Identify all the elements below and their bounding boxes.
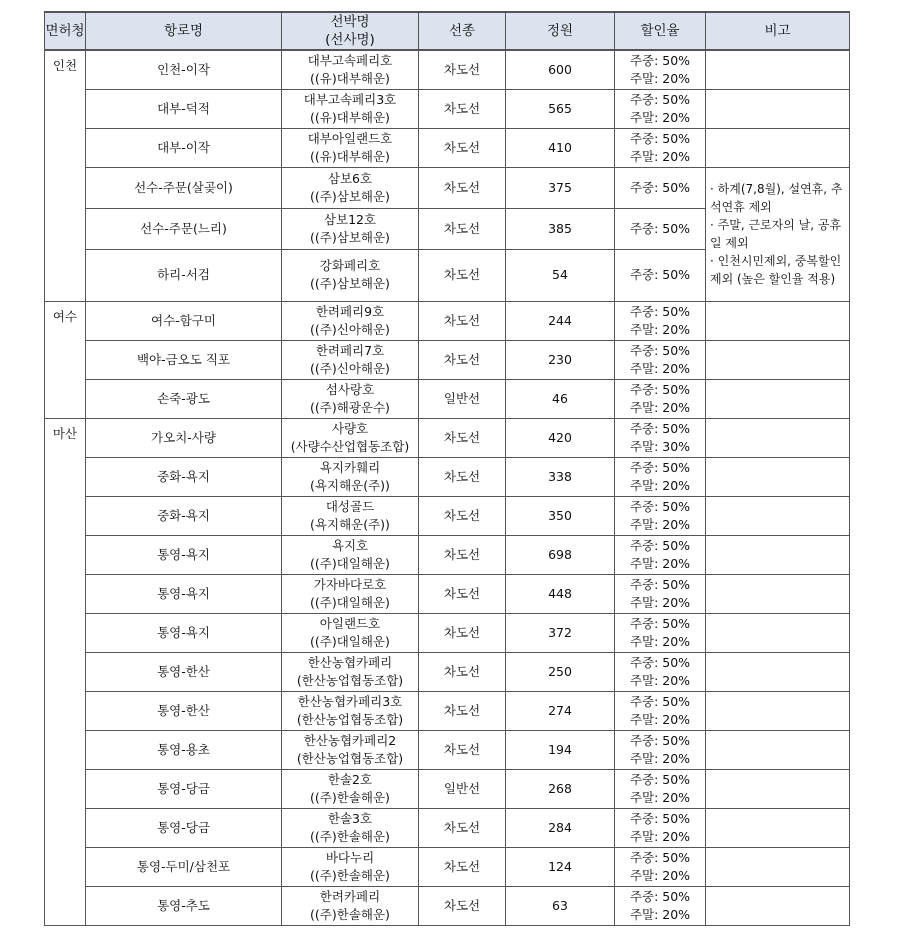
discount-cell <box>615 128 706 167</box>
header-agency: 면허청 <box>45 12 86 50</box>
type-cell: 일반선 <box>419 769 506 808</box>
route-cell: 백야-금오도 직포 <box>86 340 282 379</box>
capacity-cell: 274 <box>506 691 615 730</box>
route-cell: 여수-함구미 <box>86 301 282 340</box>
ship-cell <box>282 128 419 167</box>
ship-cell <box>282 249 419 301</box>
type-cell: 차도선 <box>419 167 506 208</box>
route-cell: 선수-주문(느리) <box>86 208 282 249</box>
note-cell-empty <box>706 418 850 457</box>
capacity-cell: 385 <box>506 208 615 249</box>
ship-company: ((주)한솔해운) <box>310 867 390 883</box>
ship-cell <box>282 886 419 925</box>
ship-name: 대부아일랜드호 <box>307 130 393 146</box>
ship-company: (사량수산업협동조합) <box>290 438 410 454</box>
table-row <box>45 128 850 167</box>
agency-cell: 인천 <box>45 50 86 301</box>
type-cell: 차도선 <box>419 808 506 847</box>
table-row <box>45 691 850 730</box>
route-cell: 대부-덕적 <box>86 89 282 128</box>
ship-company: ((주)대일해운) <box>310 633 390 649</box>
table-row <box>45 89 850 128</box>
ship-name: 한산농협카페리 <box>307 654 393 670</box>
weekend-discount: 주말: 20% <box>629 109 691 125</box>
weekday-discount: 주중: 50% <box>629 91 691 107</box>
discount-cell <box>615 89 706 128</box>
capacity-cell: 410 <box>506 128 615 167</box>
weekend-discount: 주말: 20% <box>629 477 691 493</box>
ship-name: 삼보12호 <box>323 211 377 227</box>
note-cell <box>706 167 850 301</box>
ship-cell <box>282 769 419 808</box>
weekday-discount: 주중: 50% <box>629 130 691 146</box>
discount-cell <box>615 340 706 379</box>
ship-name: 대부고속페리호 <box>307 52 393 68</box>
weekday-discount: 주중: 50% <box>629 303 691 319</box>
note-cell-empty <box>706 89 850 128</box>
note-cell-empty <box>706 340 850 379</box>
table-row <box>45 808 850 847</box>
ship-name: 한산농협카페리3호 <box>297 693 403 709</box>
weekend-discount: 주말: 20% <box>629 906 691 922</box>
discount-cell <box>615 769 706 808</box>
weekday-discount: 주중: 50% <box>629 267 691 282</box>
discount-cell <box>615 379 706 418</box>
route-cell: 대부-이작 <box>86 128 282 167</box>
note-cell-empty <box>706 301 850 340</box>
capacity-cell: 338 <box>506 457 615 496</box>
ship-company: (욕지해운(주)) <box>310 477 390 493</box>
weekend-discount: 주말: 20% <box>629 516 691 532</box>
ship-name: 한산농협카페리2 <box>303 732 397 748</box>
weekday-discount: 주중: 50% <box>629 615 691 631</box>
ship-name: 한솔3호 <box>327 810 373 826</box>
note-cell-empty <box>706 457 850 496</box>
ship-cell <box>282 457 419 496</box>
weekday-discount: 주중: 50% <box>629 888 691 904</box>
capacity-cell: 268 <box>506 769 615 808</box>
table-row <box>45 301 850 340</box>
type-cell: 차도선 <box>419 128 506 167</box>
note-cell-empty <box>706 808 850 847</box>
note-cell-empty <box>706 535 850 574</box>
table-row <box>45 847 850 886</box>
route-cell: 통영-당금 <box>86 769 282 808</box>
discount-cell <box>615 535 706 574</box>
discount-cell <box>615 730 706 769</box>
ship-cell <box>282 167 419 208</box>
discount-cell <box>615 886 706 925</box>
ship-name: 욕지카훼리 <box>319 459 381 475</box>
type-cell: 차도선 <box>419 574 506 613</box>
table-row <box>45 167 850 208</box>
ship-company: (욕지해운(주)) <box>310 516 390 532</box>
type-cell: 차도선 <box>419 730 506 769</box>
ship-company: ((주)대일해운) <box>310 555 390 571</box>
header-ship-company: (선사명) <box>325 32 375 48</box>
capacity-cell: 448 <box>506 574 615 613</box>
type-cell: 차도선 <box>419 249 506 301</box>
weekend-discount: 주말: 20% <box>629 828 691 844</box>
route-cell: 통영-용초 <box>86 730 282 769</box>
weekend-discount: 주말: 20% <box>629 633 691 649</box>
type-cell: 차도선 <box>419 613 506 652</box>
ship-company: (한산농업협동조합) <box>296 672 404 688</box>
type-cell: 차도선 <box>419 301 506 340</box>
header-capacity: 정원 <box>506 12 615 50</box>
ship-cell <box>282 208 419 249</box>
table-row <box>45 652 850 691</box>
type-cell: 차도선 <box>419 340 506 379</box>
table-row <box>45 535 850 574</box>
route-cell: 통영-당금 <box>86 808 282 847</box>
capacity-cell: 63 <box>506 886 615 925</box>
ship-company: (한산농업협동조합) <box>296 750 404 766</box>
route-cell: 통영-추도 <box>86 886 282 925</box>
weekday-discount: 주중: 50% <box>629 732 691 748</box>
ship-company: ((주)신아해운) <box>310 321 390 337</box>
ship-cell <box>282 730 419 769</box>
ship-company: (한산농업협동조합) <box>296 711 404 727</box>
weekend-discount: 주말: 20% <box>629 711 691 727</box>
route-cell: 통영-한산 <box>86 652 282 691</box>
table-row <box>45 496 850 535</box>
header-route: 항로명 <box>86 12 282 50</box>
table-row <box>45 613 850 652</box>
note-cell-empty <box>706 50 850 89</box>
ship-company: ((주)삼보해운) <box>310 276 390 291</box>
ship-cell <box>282 496 419 535</box>
capacity-cell: 244 <box>506 301 615 340</box>
ship-name: 대성골드 <box>325 498 375 514</box>
ship-cell <box>282 379 419 418</box>
route-cell: 손죽-광도 <box>86 379 282 418</box>
route-cell: 통영-욕지 <box>86 574 282 613</box>
note-cell-empty <box>706 574 850 613</box>
note-cell-empty <box>706 128 850 167</box>
ship-company: ((주)삼보해운) <box>310 188 390 204</box>
weekend-discount: 주말: 20% <box>629 70 691 86</box>
weekend-discount: 주말: 20% <box>629 360 691 376</box>
ship-name: 섬사랑호 <box>325 381 375 397</box>
ship-cell <box>282 418 419 457</box>
ship-cell <box>282 613 419 652</box>
capacity-cell: 565 <box>506 89 615 128</box>
discount-cell <box>615 50 706 89</box>
ship-cell <box>282 847 419 886</box>
weekend-discount: 주말: 20% <box>629 321 691 337</box>
capacity-cell: 124 <box>506 847 615 886</box>
ship-cell <box>282 574 419 613</box>
table-row <box>45 769 850 808</box>
capacity-cell: 194 <box>506 730 615 769</box>
weekday-discount: 주중: 50% <box>629 381 691 397</box>
ship-name: 한려페리7호 <box>315 342 385 358</box>
ship-cell <box>282 340 419 379</box>
capacity-cell: 600 <box>506 50 615 89</box>
note-cell-empty <box>706 847 850 886</box>
capacity-cell: 698 <box>506 535 615 574</box>
weekday-discount: 주중: 50% <box>629 498 691 514</box>
ship-cell <box>282 808 419 847</box>
type-cell: 차도선 <box>419 847 506 886</box>
type-cell: 차도선 <box>419 208 506 249</box>
ship-cell <box>282 301 419 340</box>
discount-cell <box>615 418 706 457</box>
weekday-discount: 주중: 50% <box>629 220 691 236</box>
weekday-discount: 주중: 50% <box>629 693 691 709</box>
weekend-discount: 주말: 20% <box>629 867 691 883</box>
ship-cell <box>282 50 419 89</box>
note-cell-empty <box>706 496 850 535</box>
header-ship <box>282 12 419 50</box>
route-cell: 인천-이작 <box>86 50 282 89</box>
agency-cell: 마산 <box>45 418 86 925</box>
route-cell: 통영-욕지 <box>86 613 282 652</box>
ship-company: ((주)한솔해운) <box>310 906 390 922</box>
type-cell: 차도선 <box>419 418 506 457</box>
table-row <box>45 457 850 496</box>
type-cell: 차도선 <box>419 89 506 128</box>
table-row <box>45 340 850 379</box>
header-ship-name: 선박명 <box>330 14 370 30</box>
ship-company: ((주)신아해운) <box>310 360 390 376</box>
note-cell-empty <box>706 769 850 808</box>
header-type: 선종 <box>419 12 506 50</box>
ship-company: ((주)해광운수) <box>310 399 390 415</box>
ship-company: ((주)한솔해운) <box>310 789 390 805</box>
weekend-discount: 주말: 20% <box>629 148 691 164</box>
ship-name: 삼보6호 <box>327 170 373 186</box>
weekend-discount: 주말: 30% <box>629 438 691 454</box>
ferry-discount-table <box>44 11 850 926</box>
weekend-discount: 주말: 20% <box>629 555 691 571</box>
capacity-cell: 230 <box>506 340 615 379</box>
ship-name: 바다누리 <box>325 849 375 865</box>
discount-cell <box>615 208 706 249</box>
discount-cell <box>615 691 706 730</box>
discount-cell <box>615 613 706 652</box>
route-cell: 통영-한산 <box>86 691 282 730</box>
type-cell: 차도선 <box>419 496 506 535</box>
capacity-cell: 54 <box>506 249 615 301</box>
header-discount: 할인율 <box>615 12 706 50</box>
ship-name: 사량호 <box>331 420 369 436</box>
discount-cell <box>615 808 706 847</box>
discount-cell <box>615 457 706 496</box>
table-row <box>45 418 850 457</box>
ship-company: ((주)대일해운) <box>310 594 390 610</box>
ship-cell <box>282 652 419 691</box>
capacity-cell: 375 <box>506 167 615 208</box>
table-row <box>45 886 850 925</box>
agency-cell: 여수 <box>45 301 86 418</box>
ship-name: 한솔2호 <box>327 771 373 787</box>
capacity-cell: 350 <box>506 496 615 535</box>
route-cell: 통영-두미/삼천포 <box>86 847 282 886</box>
ship-cell <box>282 691 419 730</box>
ship-name: 가자바다로호 <box>313 576 387 592</box>
note-cell-empty <box>706 691 850 730</box>
route-cell: 하리-서검 <box>86 249 282 301</box>
table-row <box>45 50 850 89</box>
weekend-discount: 주말: 20% <box>629 672 691 688</box>
weekend-discount: 주말: 20% <box>629 750 691 766</box>
note-cell-empty <box>706 886 850 925</box>
weekday-discount: 주중: 50% <box>629 342 691 358</box>
header-note: 비고 <box>706 12 850 50</box>
route-cell: 가오치-사량 <box>86 418 282 457</box>
table-row <box>45 730 850 769</box>
note-line: · 주말, 근로자의 날, 공휴일 제외 <box>710 218 842 250</box>
ship-company: ((주)삼보해운) <box>310 229 390 245</box>
weekday-discount: 주중: 50% <box>629 654 691 670</box>
discount-cell <box>615 167 706 208</box>
ship-name: 한려페리9호 <box>315 303 385 319</box>
note-cell-empty <box>706 379 850 418</box>
weekday-discount: 주중: 50% <box>629 459 691 475</box>
route-cell: 중화-욕지 <box>86 496 282 535</box>
capacity-cell: 372 <box>506 613 615 652</box>
discount-cell <box>615 301 706 340</box>
ship-name: 강화페리호 <box>319 258 381 273</box>
type-cell: 차도선 <box>419 691 506 730</box>
weekday-discount: 주중: 50% <box>629 576 691 592</box>
ship-company: ((유)대부해운) <box>310 70 390 86</box>
note-cell-empty <box>706 730 850 769</box>
capacity-cell: 46 <box>506 379 615 418</box>
discount-cell <box>615 249 706 301</box>
capacity-cell: 250 <box>506 652 615 691</box>
weekend-discount: 주말: 20% <box>629 594 691 610</box>
weekday-discount: 주중: 50% <box>629 179 691 195</box>
weekday-discount: 주중: 50% <box>629 771 691 787</box>
capacity-cell: 420 <box>506 418 615 457</box>
ship-cell <box>282 89 419 128</box>
weekday-discount: 주중: 50% <box>629 849 691 865</box>
ship-cell <box>282 535 419 574</box>
ship-name: 대부고속페리3호 <box>303 91 397 107</box>
route-cell: 중화-욕지 <box>86 457 282 496</box>
note-line: · 하계(7,8월), 설연휴, 추석연휴 제외 <box>710 182 843 214</box>
discount-cell <box>615 652 706 691</box>
route-cell: 통영-욕지 <box>86 535 282 574</box>
weekday-discount: 주중: 50% <box>629 537 691 553</box>
weekday-discount: 주중: 50% <box>629 52 691 68</box>
header-row <box>45 12 850 50</box>
weekday-discount: 주중: 50% <box>629 420 691 436</box>
discount-cell <box>615 574 706 613</box>
capacity-cell: 284 <box>506 808 615 847</box>
ship-company: ((주)한솔해운) <box>310 828 390 844</box>
type-cell: 차도선 <box>419 886 506 925</box>
type-cell: 차도선 <box>419 457 506 496</box>
type-cell: 차도선 <box>419 652 506 691</box>
note-line: · 인천시민제외, 중복할인제외 (높은 할인율 적용) <box>710 254 842 286</box>
ship-name: 욕지호 <box>331 537 369 553</box>
type-cell: 일반선 <box>419 379 506 418</box>
type-cell: 차도선 <box>419 535 506 574</box>
table-row <box>45 574 850 613</box>
discount-cell <box>615 496 706 535</box>
note-cell-empty <box>706 613 850 652</box>
type-cell: 차도선 <box>419 50 506 89</box>
note-cell-empty <box>706 652 850 691</box>
discount-cell <box>615 847 706 886</box>
route-cell: 선수-주문(살곶이) <box>86 167 282 208</box>
ship-name: 아일랜드호 <box>319 615 381 631</box>
weekend-discount: 주말: 20% <box>629 399 691 415</box>
ship-name: 한려카페리 <box>319 888 381 904</box>
weekend-discount: 주말: 20% <box>629 789 691 805</box>
ship-company: ((유)대부해운) <box>310 109 390 125</box>
ship-company: ((유)대부해운) <box>310 148 390 164</box>
table-row <box>45 379 850 418</box>
weekday-discount: 주중: 50% <box>629 810 691 826</box>
